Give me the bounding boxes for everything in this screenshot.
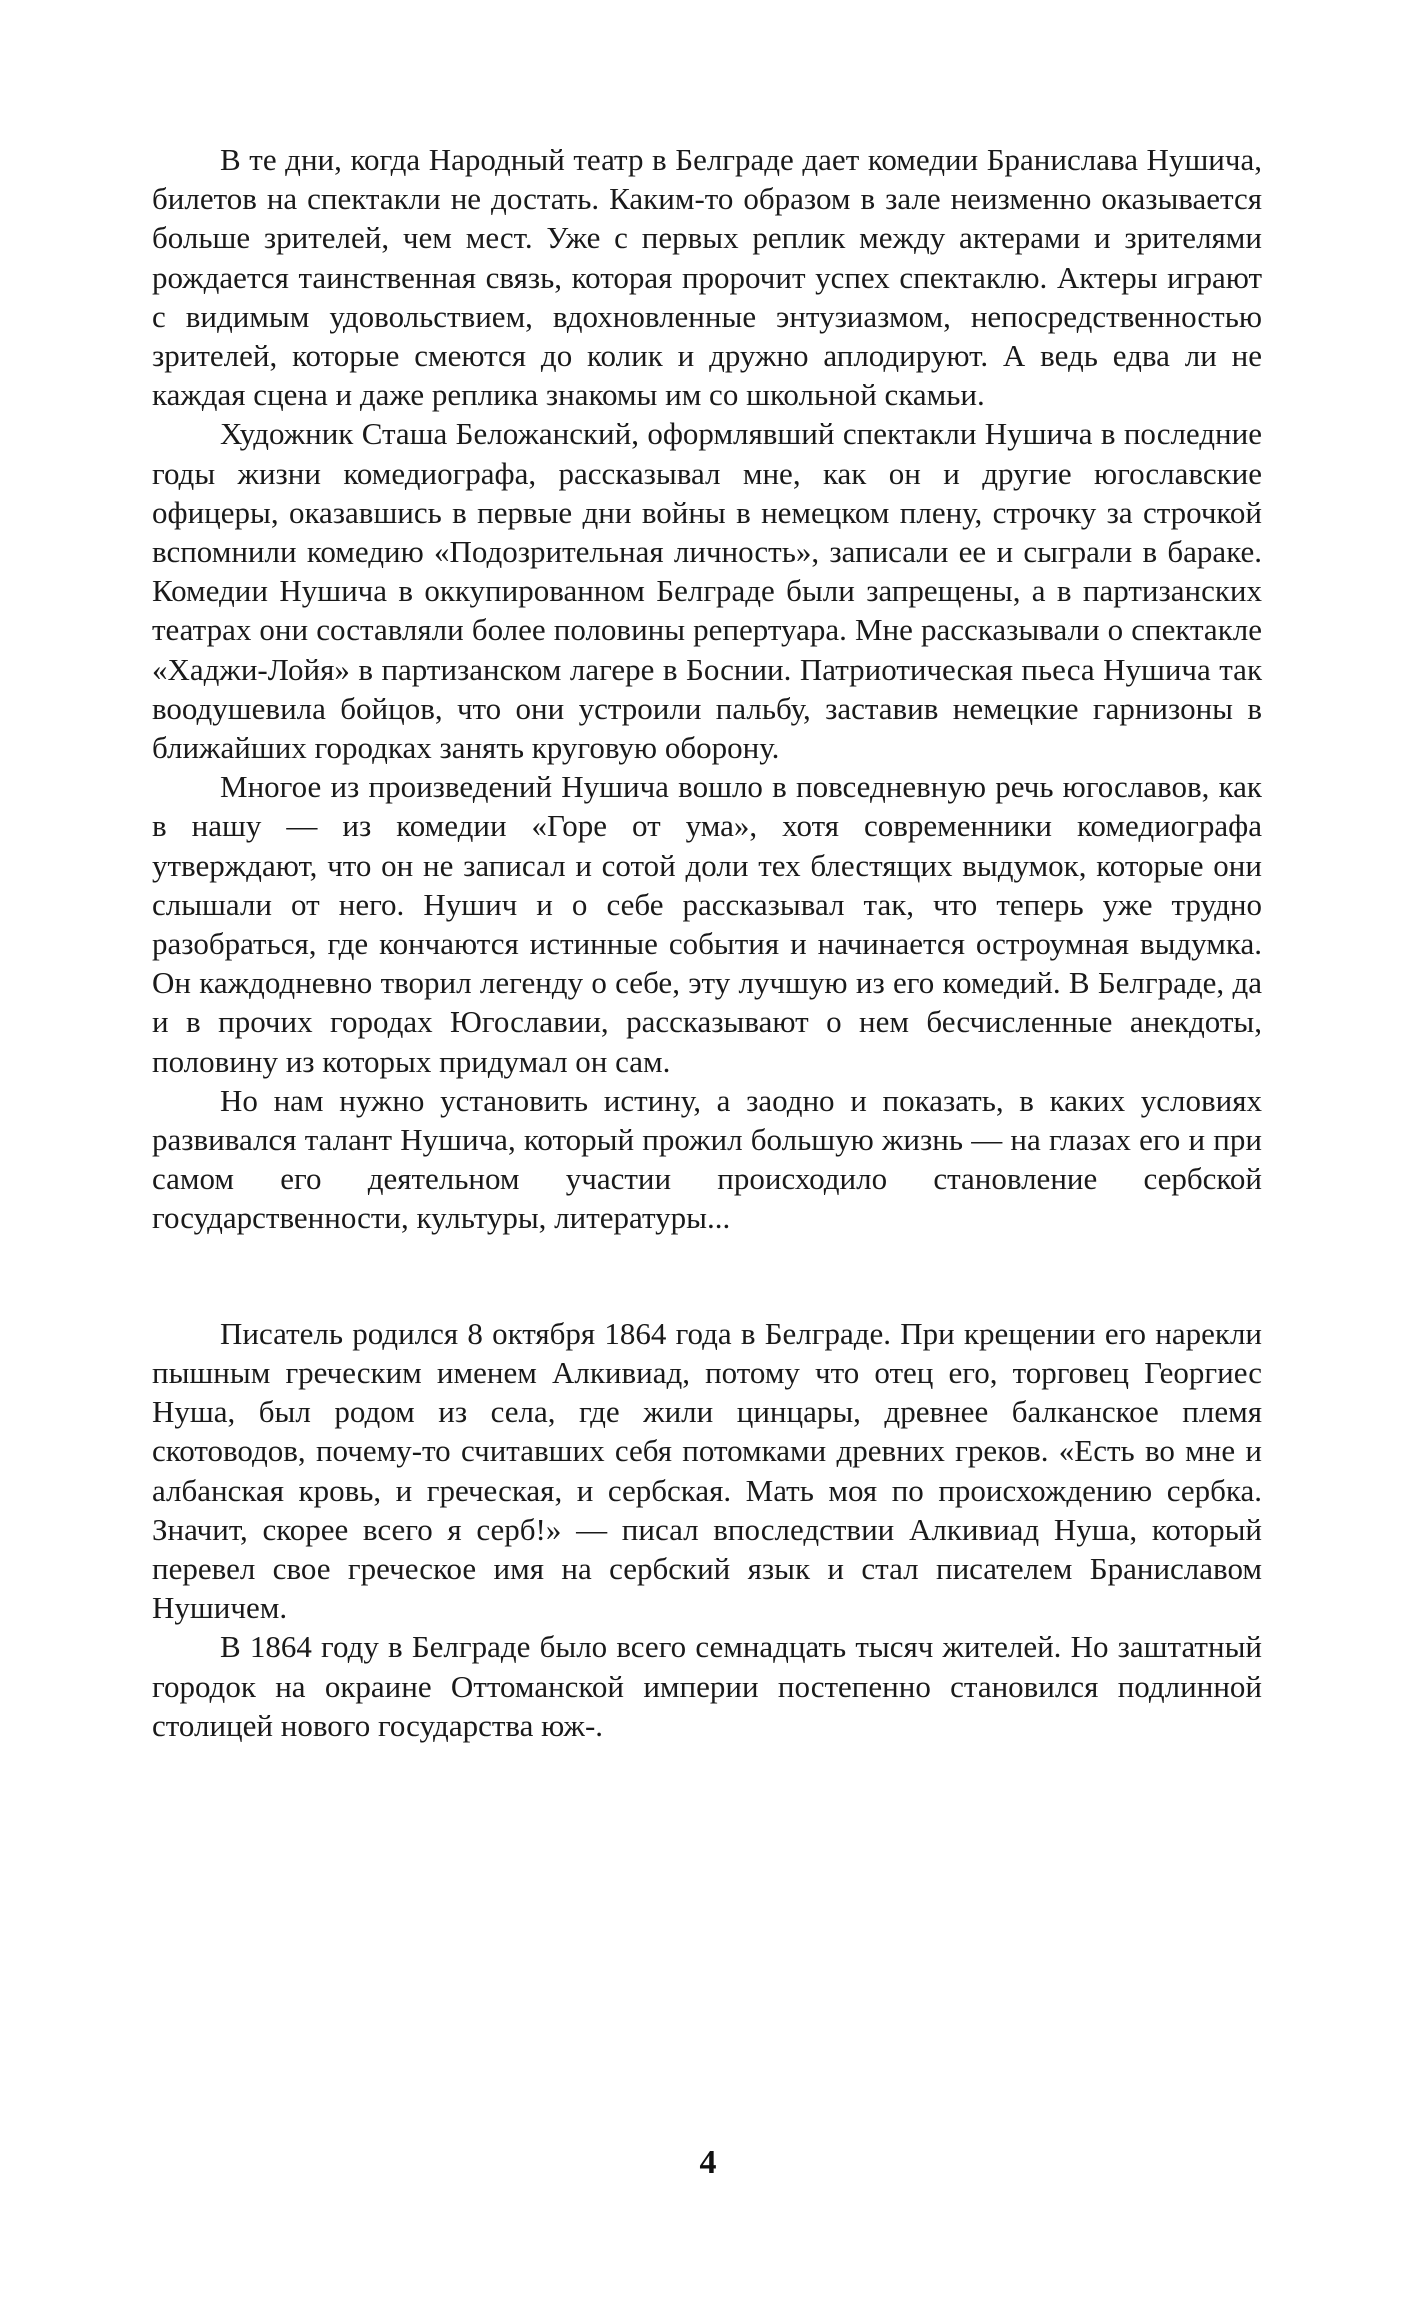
paragraph: Но нам нужно установить истину, а заодно и показать, в каких условиях развивался талант Нушича, который прожил большую жизнь — на глазах его и при самом его деятельном участии происходило становление сербской государственности, культуры, литературы...	[152, 1082, 1262, 1236]
text-section-biography	[152, 1314, 1262, 1745]
paragraph: Писатель родился 8 октября 1864 года в Белграде. При крещении его нарекли пышным греческим именем Алкивиад, потому что отец его, торговец Георгиес Нуша, был родом из села, где жили цинцары, древнее балканское племя скотоводов, почему-то считавших себя потомками древних греков. «Есть во мне и албанская кровь, и греческая, и сербская. Мать моя по происхождению сербка. Значит, скорее всего я серб!» — писал впоследствии Алкивиад Нуша, который перевел свое греческое имя на сербский язык и стал писателем Браниславом Нушичем.	[152, 1315, 1262, 1626]
page-number: 4	[699, 2144, 717, 2181]
paragraph: В те дни, когда Народный театр в Белграде дает комедии Бранислава Нушича, билетов на спектакли не достать. Каким-то образом в зале неизменно оказывается больше зрителей, чем мест. Уже с первых реплик между актерами и зрителями рождается таинственная связь, которая пророчит успех спектаклю. Актеры играют с видимым удовольствием, вдохновленные энтузиазмом, непосредственностью зрителей, которые смеются до колик и дружно аплодируют. А ведь едва ли не каждая сцена и даже реплика знакомы им со школьной скамьи.	[152, 142, 1262, 413]
paragraph: Художник Сташа Беложанский, оформлявший спектакли Нушича в последние годы жизни комедиографа, рассказывал мне, как он и другие югославские офицеры, оказавшись в первые дни войны в немецком плену, строчку за строчкой вспомнили комедию «Подозрительная личность», записали ее и сыграли в бараке. Комедии Нушича в оккупированном Белграде были запрещены, а в партизанских театрах они составляли более половины репертуара. Мне рассказывали о спектакле «Хаджи-Лойя» в партизанском лагере в Боснии. Патриотическая пьеса Нушича так воодушевила бойцов, что они устроили пальбу, заставив немецкие гарнизоны в ближайших городках занять круговую оборону.	[152, 416, 1262, 766]
paragraph: Многое из произведений Нушича вошло в повседневную речь югославов, как в нашу — из комедии «Горе от ума», хотя современники комедиографа утверждают, что он не записал и сотой доли тех блестящих выдумок, которые они слышали от него. Нушич и о себе рассказывал так, что теперь уже трудно разобраться, где кончаются истинные события и начинается остроумная выдумка. Он каждодневно творил легенду о себе, эту лучшую из его комедий. В Белграде, да и в прочих городах Югославии, рассказывают о нем бесчисленные анекдоты, половину из которых придумал он сам.	[152, 769, 1262, 1079]
page-body	[152, 140, 1262, 1745]
section-gap	[152, 1238, 1262, 1314]
text-section-intro	[152, 140, 1262, 1238]
paragraph: В 1864 году в Белграде было всего семнадцать тысяч жителей. Но заштатный городок на окраине Оттоманской империи постепенно становился подлинной столицей нового государства юж-.	[152, 1629, 1262, 1743]
